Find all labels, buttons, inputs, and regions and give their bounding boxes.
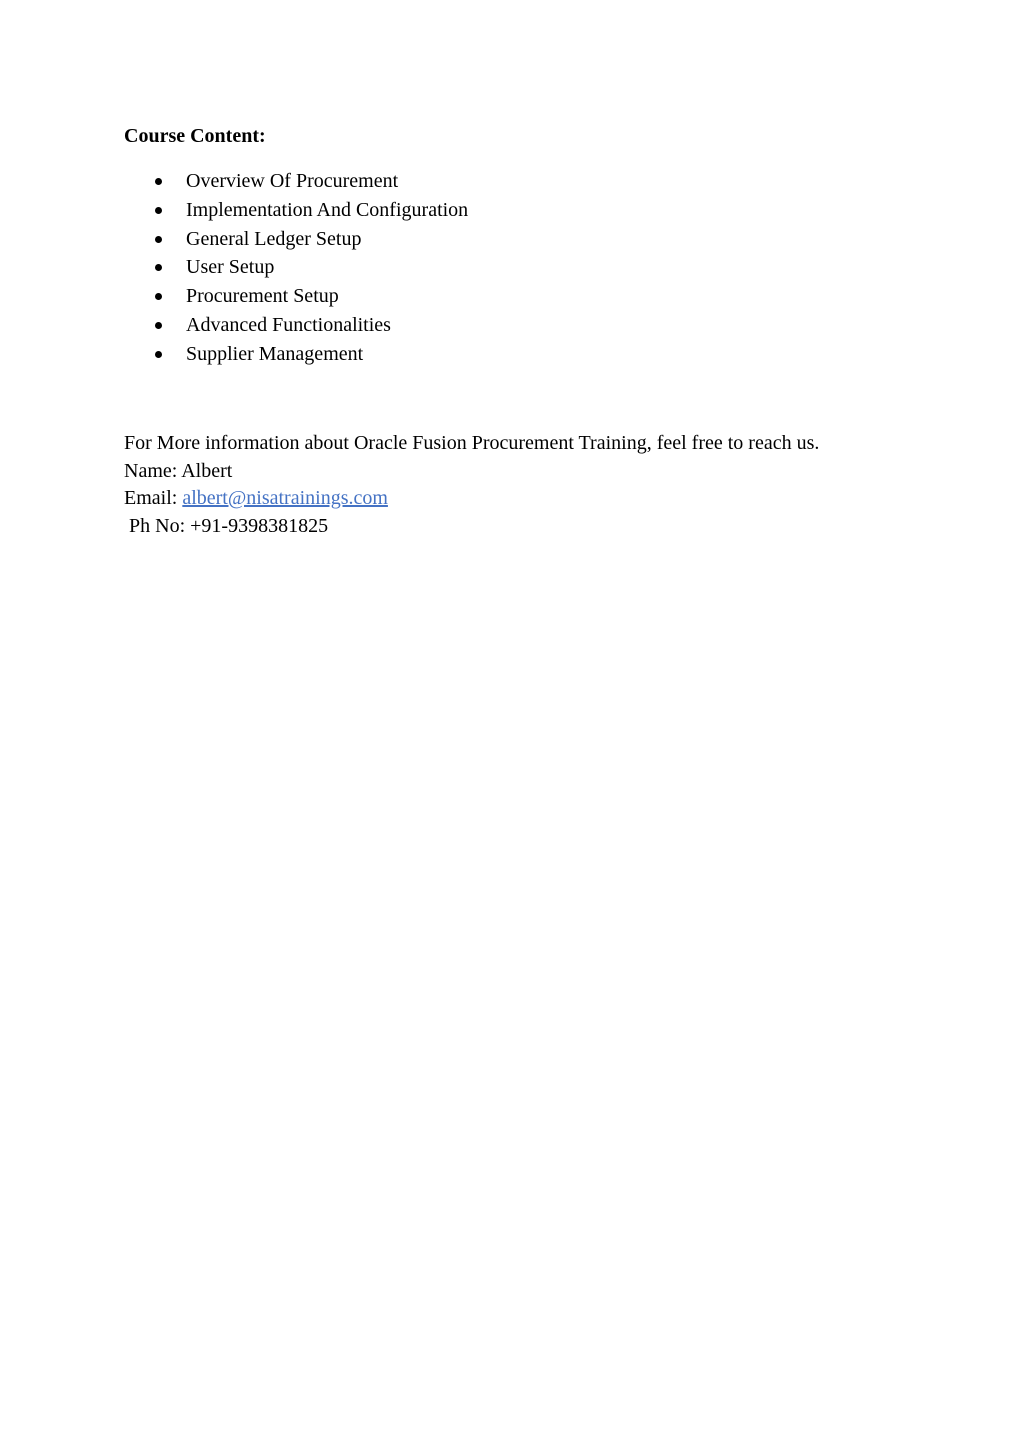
email-label: Email: [124,487,183,509]
course-content-list [124,169,468,371]
course-content-heading: Course Content: [124,125,266,147]
list-item-label: Advanced Functionalities [186,313,391,336]
bullet-icon [155,236,162,243]
bullet-icon [155,293,162,300]
list-item [124,313,468,342]
email-link[interactable]: albert@nisatrainings.com [182,487,388,509]
bullet-icon [155,322,162,329]
bullet-icon [155,207,162,214]
list-item [124,255,468,284]
list-item-label: Overview Of Procurement [186,170,399,192]
list-item [124,227,468,256]
contact-email-line [124,485,819,513]
list-item-label: Implementation And Configuration [186,198,469,221]
list-item [124,169,468,198]
list-item [124,342,468,371]
list-item-label: Procurement Setup [186,285,339,308]
list-item [124,198,468,227]
list-item-label: User Setup [186,256,275,279]
contact-phone: Ph No: +91-9398381825 [129,514,329,537]
list-item-label: Supplier Management [186,342,364,365]
list-item [124,284,468,313]
contact-intro: For More information about Oracle Fusion Procurement Training, feel free to reach us. [124,432,820,454]
contact-name: Name: Albert [124,459,233,482]
bullet-icon [155,264,162,271]
bullet-icon [155,351,162,358]
bullet-icon [155,178,162,185]
list-item-label: General Ledger Setup [186,227,362,250]
contact-info [124,430,819,540]
